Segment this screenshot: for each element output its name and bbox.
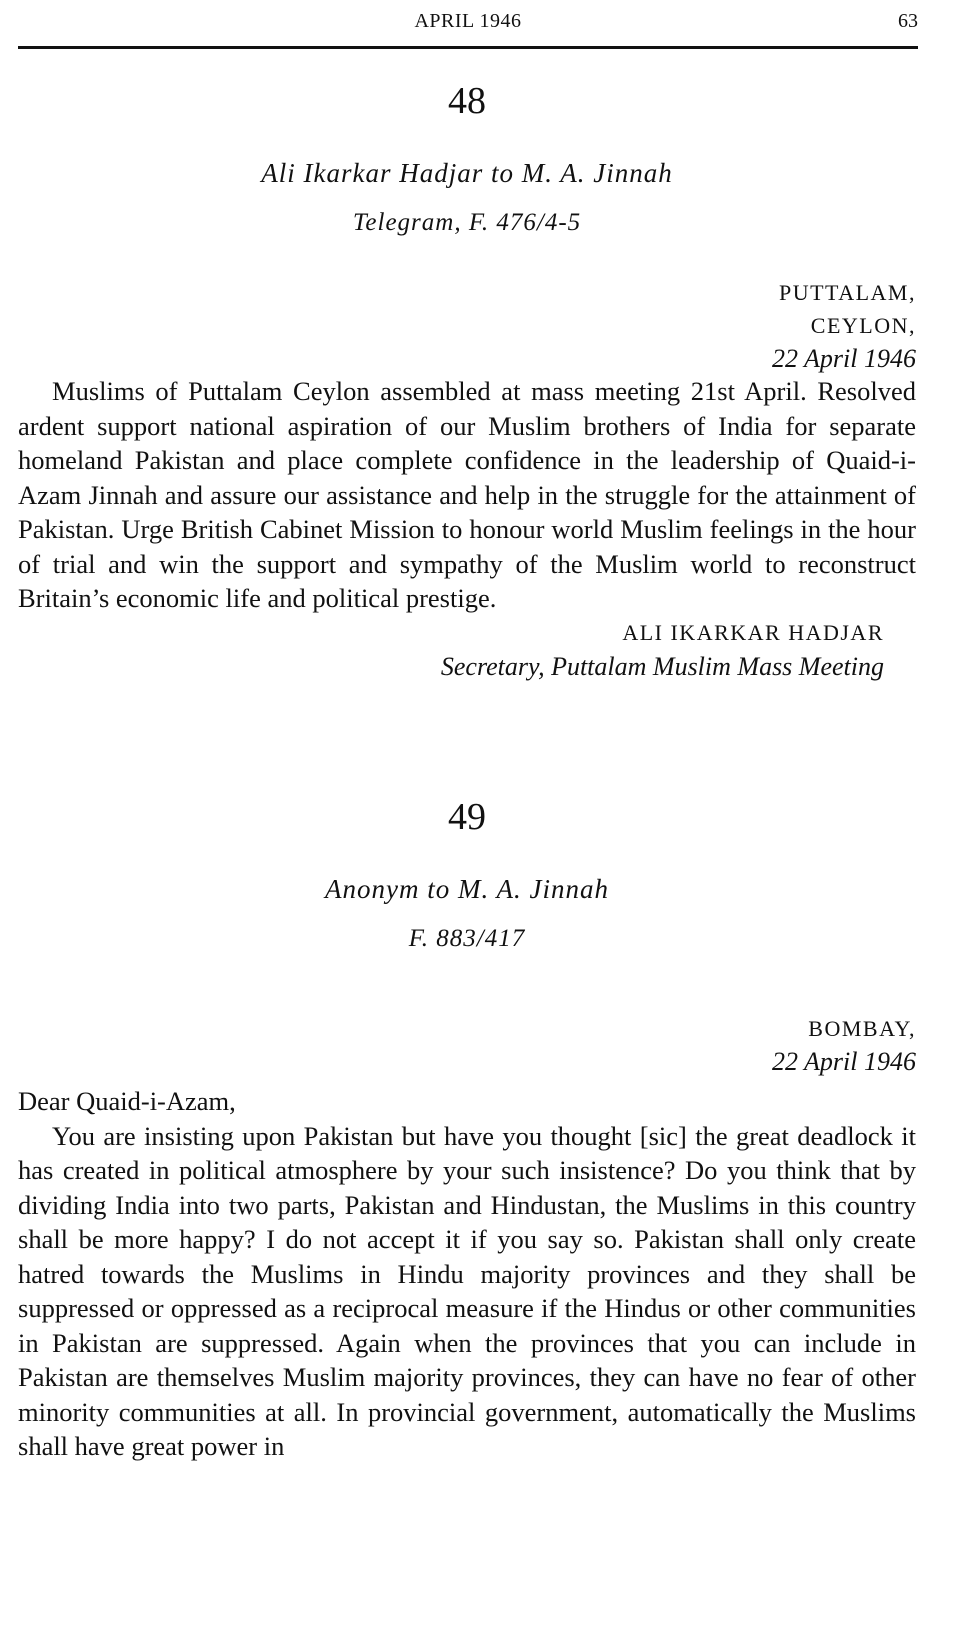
running-title: APRIL 1946: [414, 10, 522, 32]
signatory-title: Secretary, Puttalam Muslim Mass Meeting: [440, 651, 884, 681]
place-line: BOMBAY,: [808, 1016, 916, 1041]
signatory-name: ALI IKARKAR HADJAR: [622, 619, 884, 645]
document-number: 48: [448, 80, 486, 122]
place-line: CEYLON,: [810, 313, 916, 338]
body-paragraph: Muslims of Puttalam Ceylon assembled at mass meeting 21st April. Resolved ardent support national aspiration of our Muslim brothers of India for separate homeland Pakistan and place complete confidence in the leadership of Quaid-i-Azam Jinnah and assure our assistance and help in the struggle for the attainment of Pakistan. Urge British Cabinet Mission to honour world Muslim feelings in the hour of trial and win the support and sympathy of the Muslim world to reconstruct Britain’s economic life and political prestige.: [18, 376, 916, 613]
date-line: 22 April 1946: [772, 1047, 916, 1076]
dateline: [18, 1012, 916, 1078]
body-paragraph: You are insisting upon Pakistan but have you thought [sic] the great deadlock it has created in political atmosphere by your such insistence? Do you think that by dividing India into two parts, Pakistan and Hindustan, the Muslims in this country shall be more happy? I do not accept it if you say so. Pakistan shall only create hatred towards the Muslims in Hindu majority provinces and they shall be suppressed or oppressed as a reciprocal measure if the Hindus or other communities in Pakistan are suppressed. Again when the provinces that you can include in Pakistan are themselves Muslim majority provinces, they can have no fear of other minority communities at all. In provincial government, automatically the Muslims shall have great power in: [18, 1120, 916, 1461]
page-number: 63: [898, 10, 918, 32]
running-header: [18, 10, 918, 38]
salutation: Dear Quaid-i-Azam,: [18, 1086, 236, 1116]
document-48: [18, 82, 916, 684]
document-source: F. 883/417: [408, 925, 526, 952]
document-heading: Ali Ikarkar Hadjar to M. A. Jinnah: [261, 158, 673, 188]
document-source: Telegram, F. 476/4-5: [352, 209, 582, 236]
date-line: 22 April 1946: [772, 344, 916, 373]
document-49: [18, 798, 916, 1464]
header-rule: [18, 46, 918, 49]
place-line: PUTTALAM,: [778, 280, 916, 305]
dateline: [18, 276, 916, 375]
document-number: 49: [448, 796, 486, 838]
document-heading: Anonym to M. A. Jinnah: [325, 874, 609, 904]
